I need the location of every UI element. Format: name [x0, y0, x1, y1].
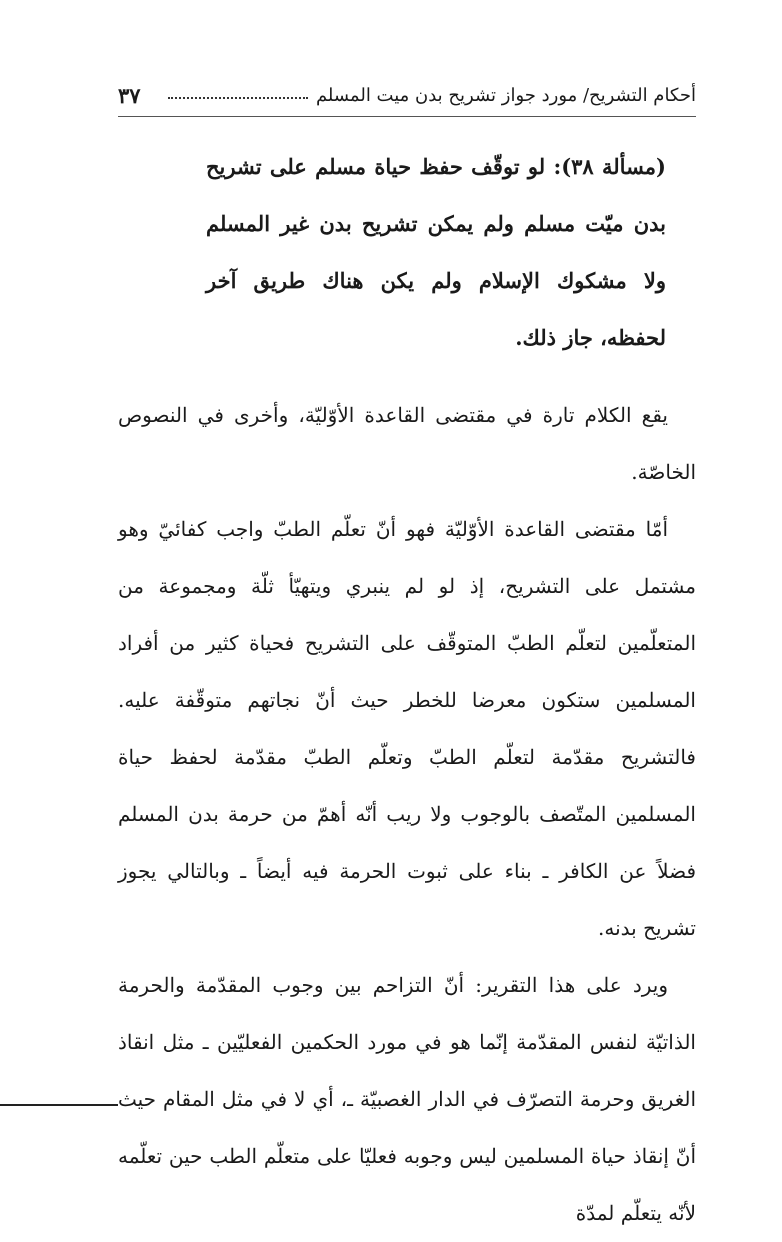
dot-leader [168, 97, 308, 99]
page-header [118, 78, 696, 112]
header-rule [118, 116, 696, 117]
page-number: ٣٧ [118, 82, 141, 108]
body-paragraph: أمّا مقتضى القاعدة الأوّليّة فهو أنّ تعلّم الطبّ واجب كفائيّ وهو مشتمل على التشريح، إذ لو لم ينبري ويتهيّأ ثلّة ومجموعة من المتعلّمين لتعلّم الطبّ المتوقّف على التشريح فحياة كثير من أفراد المسلمين ستكون معرضا للخطر حيث أنّ نجاتهم متوقّفة عليه. فالتشريح مقدّمة لتعلّم الطبّ وتعلّم الطبّ مقدّمة لحفظ حياة المسلمين المتّصف بالوجوب ولا ريب أنّه أهمّ من حرمة بدن المسلم فضلاً عن الكافر ـ بناء على ثبوت الحرمة فيه أيضاً ـ وبالتالي يجوز تشريح بدنه. [118, 517, 696, 940]
page-body [118, 138, 696, 1242]
running-title: أحكام التشريح/ مورد جواز تشريح بدن ميت المسلم [315, 84, 696, 106]
masala-38-ruling: (مسألة ٣٨): لو توقّف حفظ حياة مسلم على تشريح بدن ميّت مسلم ولم يمكن تشريح بدن غير المسلم ولا مشكوك الإسلام ولم يكن هناك طريق آخر لحفظه، جاز ذلك. [206, 154, 666, 350]
body-paragraph: يقع الكلام تارة في مقتضى القاعدة الأوّليّة، وأخرى في النصوص الخاصّة. [118, 403, 696, 484]
footnote-rule [0, 1104, 118, 1106]
body-paragraph: ويرد على هذا التقرير: أنّ التزاحم بين وجوب المقدّمة والحرمة الذاتيّة لنفس المقدّمة إنّما هو في مورد الحكمين الفعليّين ـ مثل انقاذ الغريق وحرمة التصرّف في الدار الغصبيّة ـ، أي لا في مثل المقام حيث أنّ إنقاذ حياة المسلمين ليس وجوبه فعليّا على متعلّم الطب حين تعلّمه لأنّه يتعلّم لمدّة [118, 973, 696, 1225]
